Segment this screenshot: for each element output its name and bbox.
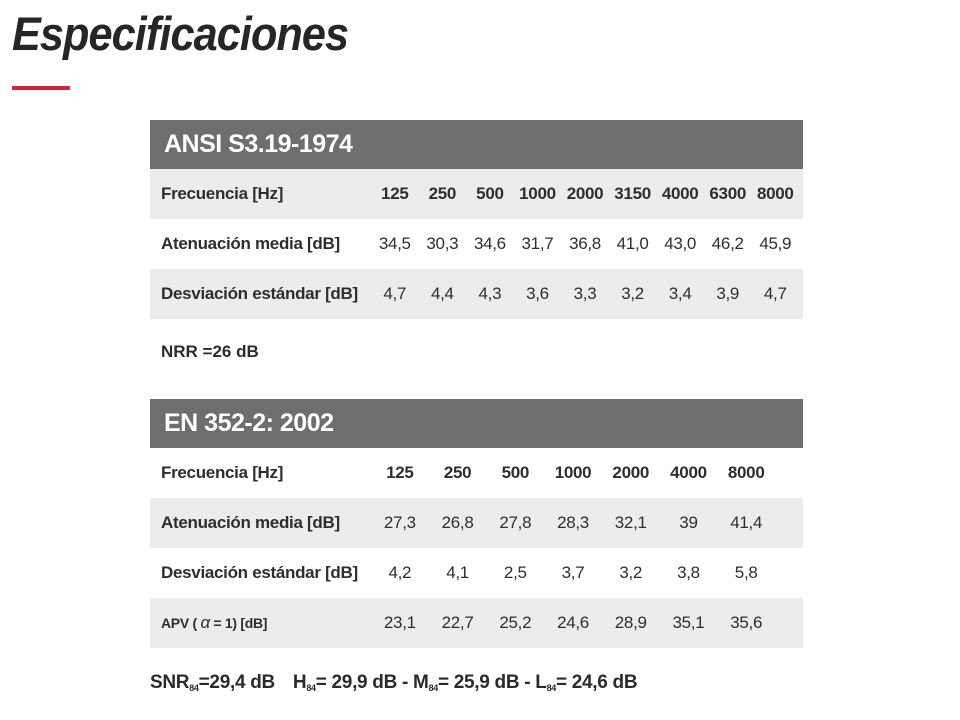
table-row-std-deviation: [150, 269, 803, 319]
snr-subscript: 84: [189, 683, 199, 693]
row-label: Atenuación media [dB]: [161, 513, 340, 532]
table-cell: 36,8: [569, 234, 601, 253]
en-table-header: EN 352-2: 2002: [150, 399, 803, 448]
table-row-mean-attenuation: [150, 219, 803, 269]
table-cell: 1000: [554, 463, 592, 482]
table-cell: 45,9: [759, 234, 792, 253]
table-cell: 6300: [709, 184, 747, 203]
table-cell: 4000: [661, 184, 699, 203]
table-cell: 3,3: [573, 284, 597, 303]
table-cell: 34,6: [473, 234, 506, 253]
table-cell: 4,3: [478, 284, 502, 303]
table-cell: 27,8: [499, 513, 532, 532]
apv-label-suffix: = 1) [dB]: [209, 615, 268, 631]
table-cell: 35,6: [730, 613, 763, 632]
table-row-frequency: [150, 448, 803, 498]
table-cell: 3150: [614, 184, 651, 203]
separator: -: [524, 672, 531, 693]
table-cell: 43,0: [664, 234, 697, 253]
table-cell: 41,0: [616, 234, 649, 253]
table-cell: 250: [443, 463, 472, 482]
table-cell: 3,7: [561, 563, 585, 582]
table-cell: 8000: [727, 463, 765, 482]
nrr-value: NRR =26 dB: [161, 342, 259, 361]
table-cell: 23,1: [383, 613, 416, 632]
snr-summary: [150, 672, 637, 694]
table-row-apv: [150, 598, 803, 648]
m-value: = 25,9 dB: [437, 672, 520, 693]
table-cell: 28,9: [614, 613, 647, 632]
apv-label-prefix: APV (: [161, 615, 201, 631]
separator: -: [402, 672, 409, 693]
table-cell: 5,8: [734, 563, 758, 582]
table-cell: 24,6: [557, 613, 589, 632]
table-cell: 31,7: [521, 234, 554, 253]
table-cell: 500: [476, 184, 504, 203]
table-cell: 25,2: [499, 613, 532, 632]
m-label: M: [413, 672, 429, 693]
table-cell: 3,8: [677, 563, 700, 582]
table-cell: 2000: [612, 463, 650, 482]
table-cell: 8000: [756, 184, 794, 203]
table-cell: 3,9: [716, 284, 740, 303]
table-cell: 41,4: [730, 513, 763, 532]
table-cell: 4,7: [763, 284, 787, 303]
l-value: = 24,6 dB: [555, 672, 638, 693]
row-label: [150, 613, 371, 633]
alpha-symbol: α: [200, 613, 210, 632]
table-cell: 500: [501, 463, 530, 482]
table-cell: 3,4: [668, 284, 692, 303]
table-cell: 4000: [670, 463, 707, 482]
table-cell: 4,7: [383, 284, 407, 303]
row-label: Frecuencia [Hz]: [161, 184, 284, 203]
ansi-table-header: ANSI S3.19-1974: [150, 120, 803, 169]
table-cell: 4,2: [388, 563, 412, 582]
row-label: Frecuencia [Hz]: [161, 463, 284, 482]
table-cell: 3,2: [621, 284, 644, 303]
page-title: Especificaciones: [12, 7, 349, 60]
table-cell: 30,3: [426, 234, 459, 253]
table-cell: 35,1: [672, 613, 705, 632]
table-cell: 39: [679, 513, 698, 532]
table-cell: 26,8: [441, 513, 474, 532]
table-cell: 125: [386, 463, 414, 482]
h-label: H: [292, 672, 307, 693]
table-cell: 4,1: [446, 563, 469, 582]
row-label: Atenuación media [dB]: [161, 234, 340, 253]
table-cell: 2000: [566, 184, 604, 203]
table-cell: 1000: [519, 184, 556, 203]
snr-label: SNR: [150, 672, 190, 693]
table-cell: 34,5: [378, 234, 411, 253]
table-cell: 250: [428, 184, 457, 203]
en-spec-table: [150, 399, 803, 648]
l-label: L: [535, 672, 547, 693]
table-cell: 32,1: [614, 513, 647, 532]
row-label: Desviación estándar [dB]: [161, 284, 358, 303]
ansi-spec-table: [150, 120, 803, 319]
title-underline: [12, 86, 70, 90]
row-label: Desviación estándar [dB]: [161, 563, 358, 582]
table-cell: 28,3: [557, 513, 589, 532]
table-cell: 46,2: [711, 234, 744, 253]
table-row-std-deviation: [150, 548, 803, 598]
m-subscript: 84: [428, 683, 438, 693]
table-row-frequency: [150, 169, 803, 219]
table-cell: 2,5: [503, 563, 527, 582]
table-cell: 3,2: [619, 563, 643, 582]
table-cell: 27,3: [383, 513, 416, 532]
table-cell: 3,6: [526, 284, 549, 303]
h-subscript: 84: [306, 683, 316, 693]
h-value: = 29,9 dB: [315, 672, 398, 693]
table-cell: 4,4: [430, 284, 454, 303]
snr-value: =29,4 dB: [198, 672, 275, 693]
table-cell: 22,7: [441, 613, 474, 632]
table-row-mean-attenuation: [150, 498, 803, 548]
table-cell: 125: [381, 184, 409, 203]
l-subscript: 84: [546, 683, 556, 693]
